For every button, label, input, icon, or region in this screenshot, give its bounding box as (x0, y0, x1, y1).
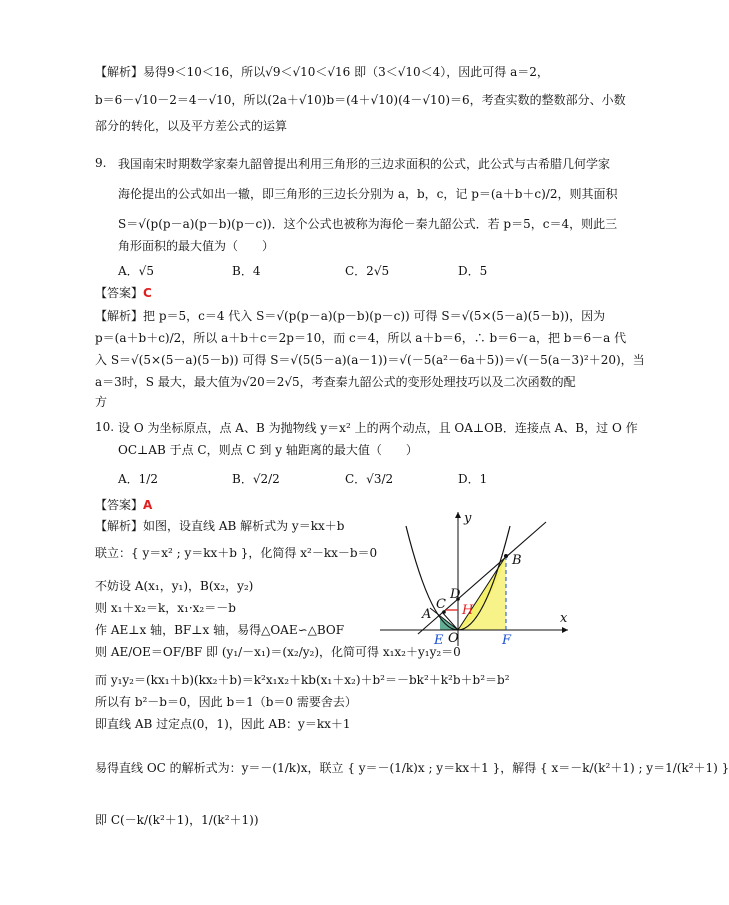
q10-analysis-line-8: 所以有 b²－b＝0，因此 b＝1（b＝0 需要舍去） (95, 695, 357, 709)
q9-analysis-line-3: 入 S＝√(5×(5－a)(5－b)) 可得 S＝√(5(5－a)(a－1))＝√(－5(a²－6a＋5))＝√(－5(a－3)²＋20)，当 (95, 353, 645, 367)
q10-number: 10. (95, 420, 115, 434)
q9-analysis-line-2: p＝(a＋b＋c)/2，所以 a＋b＋c＝2p＝10，而 c＝4，所以 a＋b＝6，∴ b＝6－a，把 b＝6－a 代 (95, 331, 627, 345)
q10-analysis-line-11: 即 C(－k/(k²＋1)，1/(k²＋1)) (95, 813, 259, 827)
q9-analysis-line-1: 【解析】把 p＝5，c＝4 代入 S＝√(p(p－a)(p－b)(p－c)) 可得 S＝√(5×(5－a)(5－b))，因为 (95, 309, 606, 323)
q9-analysis-line-5: 方 (95, 395, 108, 409)
q9-answer (95, 284, 152, 301)
label-c: C (436, 597, 446, 612)
q10-answer (95, 496, 152, 513)
label-o: O (448, 631, 459, 646)
q10-analysis-line-6: 则 AE/OE＝OF/BF 即 (y₁/－x₁)＝(x₂/y₂)，化简可得 x₁x₂＋y₁y₂＝0 (95, 645, 461, 659)
q9-option-a: A．√5 (118, 264, 154, 278)
label-f: F (502, 633, 512, 648)
q10-analysis-line-4: 则 x₁＋x₂＝k，x₁·x₂＝－b (95, 601, 236, 615)
q9-stem-line-4: 角形面积的最大值为（ ） (118, 239, 275, 253)
label-y: y (464, 511, 472, 526)
label-b: B (512, 553, 522, 568)
label-e: E (434, 633, 444, 648)
q10-answer-label: 【答案】 (95, 498, 144, 512)
point-b (504, 554, 508, 558)
parabola-figure (378, 508, 578, 648)
q10-analysis-line-2: 联立：{ y＝x² ; y＝kx＋b }，化简得 x²－kx－b＝0 (95, 546, 378, 560)
q10-stem-line-2: OC⊥AB 于点 C，则点 C 到 y 轴距离的最大值（ ） (118, 443, 418, 457)
label-x: x (560, 611, 568, 626)
label-h: H (462, 603, 474, 618)
q9-option-d: D．5 (458, 264, 488, 278)
q8-analysis-line-3: 部分的转化，以及平方差公式的运算 (95, 119, 288, 133)
q10-analysis-line-5: 作 AE⊥x 轴，BF⊥x 轴，易得△OAE∽△BOF (95, 623, 345, 637)
q9-answer-label: 【答案】 (95, 286, 144, 300)
q9-number: 9. (95, 156, 107, 170)
q10-analysis-line-3: 不妨设 A(x₁，y₁)，B(x₂，y₂) (95, 579, 254, 593)
q9-analysis-line-4: a＝3时，S 最大，最大值为√20＝2√5，考查秦九韶公式的变形处理技巧以及二次函数的配 (95, 375, 576, 389)
q9-stem-line-1: 我国南宋时期数学家秦九韶曾提出利用三角形的三边求面积的公式，此公式与古希腊几何学家 (118, 157, 611, 171)
q10-option-c: C．√3/2 (345, 472, 394, 486)
q10-option-d: D．1 (458, 472, 488, 486)
q9-option-b: B．4 (232, 264, 261, 278)
label-a: A (422, 607, 432, 622)
q10-analysis-line-1: 【解析】如图，设直线 AB 解析式为 y＝kx＋b (95, 519, 345, 533)
q10-analysis-line-10: 易得直线 OC 的解析式为：y＝－(1/k)x，联立 { y＝－(1/k)x ; y＝kx＋1 }，解得 { x＝－k/(k²＋1) ; y＝1/(k²＋1) } (95, 761, 729, 775)
q8-analysis-line-1: 【解析】易得9＜10＜16，所以√9＜√10＜√16 即（3＜√10＜4），因此可得 a＝2， (95, 65, 549, 79)
q9-answer-value: C (143, 286, 152, 300)
q9-stem-line-3: S＝√(p(p－a)(p－b)(p－c))．这个公式也被称为海伦－秦九韶公式．若 p＝5，c＝4，则此三 (118, 217, 618, 231)
q10-stem-line-1: 设 O 为坐标原点，点 A、B 为抛物线 y＝x² 上的两个动点，且 OA⊥OB．连接点 A、B，过 O 作 (118, 421, 638, 435)
q8-analysis-line-2: b＝6－√10－2＝4－√10，所以(2a＋√10)b＝(4＋√10)(4－√10)＝6，考查实数的整数部分、小数 (95, 93, 626, 107)
q10-analysis-line-9: 即直线 AB 过定点(0，1)，因此 AB：y＝kx＋1 (95, 717, 351, 731)
label-d: D (450, 587, 461, 602)
q10-answer-value: A (143, 498, 153, 512)
q10-analysis-line-7: 而 y₁y₂＝(kx₁＋b)(kx₂＋b)＝k²x₁x₂＋kb(x₁＋x₂)＋b²＝－bk²＋k²b＋b²＝b² (95, 673, 510, 687)
q9-stem-line-2: 海伦提出的公式如出一辙，即三角形的三边长分别为 a，b，c，记 p＝(a＋b＋c)/2，则其面积 (118, 187, 618, 201)
q9-option-c: C．2√5 (345, 264, 390, 278)
q10-option-a: A．1/2 (118, 472, 158, 486)
q10-option-b: B．√2/2 (232, 472, 280, 486)
